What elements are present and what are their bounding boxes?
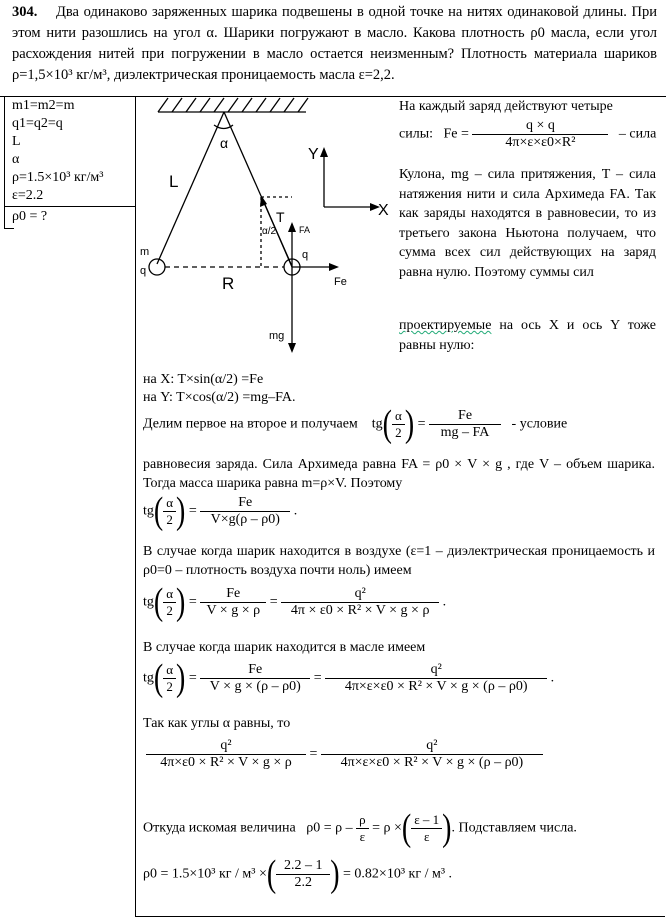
coulomb-formula [399,118,656,151]
coulomb-arrowhead [329,263,339,271]
final-fraction [276,858,330,891]
air-text: В случае когда шарик находится в воздухе (ε=1 – диэлектрическая проницаемость и ρ0=0 – плотность воздуха почти ноль) имеем [143,544,655,578]
given-line: q1=q2=q [12,116,63,131]
problem-number: 304. [12,4,38,20]
eq1-denominator: mg – FA [429,424,501,441]
label-charge-right: q [302,249,309,261]
force-diagram [136,92,396,362]
right-text-body: Кулона, mg – сила притяжения, T – сила натяжения нити и сила Архимеда FA. Так как заряды находятся в равновесии, то из третьего закона Ньютона получаем, что сумма всех сил действующих на заряд равна нулю. Поэтому суммы сил [399,167,656,280]
eq3-numerator2: q² [354,586,366,601]
eq5-denominator1: 4π×ε0 × R² × V × g × ρ [146,754,306,771]
given-line: m1=m2=m [12,98,75,113]
final-lhs: ρ0 = 1.5×10³ кг / м³ × [143,866,267,882]
given-left-border [4,96,5,228]
label-y-axis: Y [308,146,319,163]
eq5-formula: $\frac{\text{q²}}{\text{4π×ε0 × R² × V × g × ρ}}$ = $\frac{\text{q²}}{\text{4π×ε×ε0 × R² × V × g × (ρ – ρ0)}}$ [146,738,543,771]
eq5-fraction1 [146,738,306,771]
table-bottom-border [135,916,665,917]
label-charge-left: q [140,265,147,277]
eq2-denominator: V×g(ρ – ρ0) [200,511,290,528]
archimedes-arrowhead [288,222,296,232]
label-distance: R [222,274,235,293]
ceiling-hatch [158,98,308,112]
coulomb-numerator: q × q [525,118,555,133]
final-denominator: 2.2 [276,874,330,891]
label-coulomb: Fe [334,276,347,288]
final-numerator: 2.2 – 1 [283,858,323,873]
eq3-numerator1: Fe [226,586,241,601]
angles-text: Так как углы α равны, то [143,716,291,731]
label-mass: m [140,246,150,258]
eq2-formula: tg( $\frac{\alpha}{2}$ ) = $\frac{Fe}{V\times g(\rho - \rho 0)}$ . [143,489,298,532]
given-line: L [12,134,21,149]
eq4-denominator1: V × g × (ρ – ρ0) [200,678,310,695]
result-text: Откуда искомая величина [143,820,296,836]
left-thread [157,112,224,264]
given-line: ρ=1.5×10³ кг/м³ [12,170,104,185]
eq4-formula: tg( $\frac{\alpha}{2}$ ) = $\frac{Fe}{V \times g \times (\rho - \rho 0)}$ = $\frac{\text{q²}}{\text{4π×ε×ε0 × R² × V × g × (ρ – ρ0)}}$ . [143,656,555,699]
label-length: L [169,172,179,191]
final-rhs: = 0.82×10³ кг / м³ . [343,866,453,882]
divide-text: Делим первое на второе и получаем [143,416,358,432]
result-tail: . Подставляем числа. [451,820,577,836]
label-tension: T [276,209,285,225]
oil-text: В случае когда шарик находится в масле имеем [143,640,426,655]
eq1-fraction [429,408,501,441]
right-text-tail [399,316,656,355]
eq5-fraction2 [321,738,543,771]
eq4-denominator2: 4π×ε×ε0 × R² × V × g × (ρ – ρ0) [325,678,547,695]
label-alpha-half: α/2 [262,226,277,237]
eq3-formula: tg( $\frac{\alpha}{2}$ ) = $\frac{Fe}{V \times g \times \rho}$ = $\frac{\text{q²}}{\text{4π × ε0 × R² × V × g × ρ}}$ . [143,580,447,623]
archimedes-text: равновесия заряда. Сила Архимеда равна FA = ρ0 × V × g , где V – объем шарика. Тогда масса шарика равна m=ρ×V. Поэтому [143,457,655,491]
eq4-numerator2: q² [430,662,442,677]
eq5-numerator1: q² [220,738,232,753]
eq4-fraction1 [200,662,310,695]
projection-x: на X: T×sin(α/2) =Fe [143,372,264,387]
eq3-denominator1: V × g × ρ [200,602,266,619]
final-calculation: ρ0 = 1.5×10³ кг / м³ ×( $\frac{2.2 - 1}{2.2}$ ) = 0.82×10³ кг / м³ . [143,852,453,895]
given-line: α [12,152,20,167]
label-alpha: α [220,135,229,151]
eq2-fraction [200,495,290,528]
coulomb-denominator: 4π×ε×ε0×R² [472,134,608,151]
problem-statement [12,2,657,86]
projection-y: на Y: T×cos(α/2) =mg–FA. [143,390,296,405]
projected-rest: на ось X и ось Y тоже равны нулю: [399,318,656,353]
force-label: – сила [618,126,657,142]
coulomb-fraction [472,118,608,151]
given-left-tick [4,228,14,229]
condition-label: - условие [511,416,568,432]
eq3-denominator2: 4π × ε0 × R² × V × g × ρ [281,602,439,619]
given-line: ε=2.2 [12,188,44,203]
eq5-numerator2: q² [426,738,438,753]
eq4-fraction2 [325,662,547,695]
y-arrowhead [320,147,328,157]
find-value: ρ0 = ? [12,209,48,224]
eq3-fraction2 [281,586,439,619]
given-divider [4,206,135,207]
forces-label: силы: [399,126,433,142]
eq2-numerator: Fe [238,495,253,510]
problem-text: Два одинаково заряженных шарика подвешены в одной точке на нитях одинаковой длины. При этом нити разошлись на угол α. Шарики погружают в масло. Какова плотность ρ0 масла, если угол расхождения нитей при погружении в масло остается неизменным? Плотность материала шариков ρ=1,5×10³ кг/м³, диэлектрическая проницаемость масла ε=2,2. [12,4,658,83]
label-x-axis: X [378,202,389,219]
label-gravity: mg [269,330,285,342]
label-archimedes: FA [299,225,311,235]
right-text-line1: На каждый заряд действуют четыре [399,99,613,114]
eq3-fraction1 [200,586,266,619]
projected-word: проектируемые [399,318,492,333]
eq1-numerator: Fe [458,408,473,423]
coulomb-lhs: Fe = [443,126,469,142]
left-ball [149,259,165,275]
eq5-denominator2: 4π×ε×ε0 × R² × V × g × (ρ – ρ0) [321,754,543,771]
gravity-arrowhead [288,343,296,353]
eq4-numerator1: Fe [248,662,263,677]
divide-line: Делим первое на второе и получаем tg( $\frac{\alpha}{2}$ ) = $\frac{Fe}{mg - FA}$ - условие [143,402,568,445]
result-line: Откуда искомая величина ρ0 = ρ – $\frac{\rho}{\varepsilon}$ = ρ ×( $\frac{\varepsilon - 1}{\varepsilon}$ ). Подставляем числа. [143,806,577,849]
